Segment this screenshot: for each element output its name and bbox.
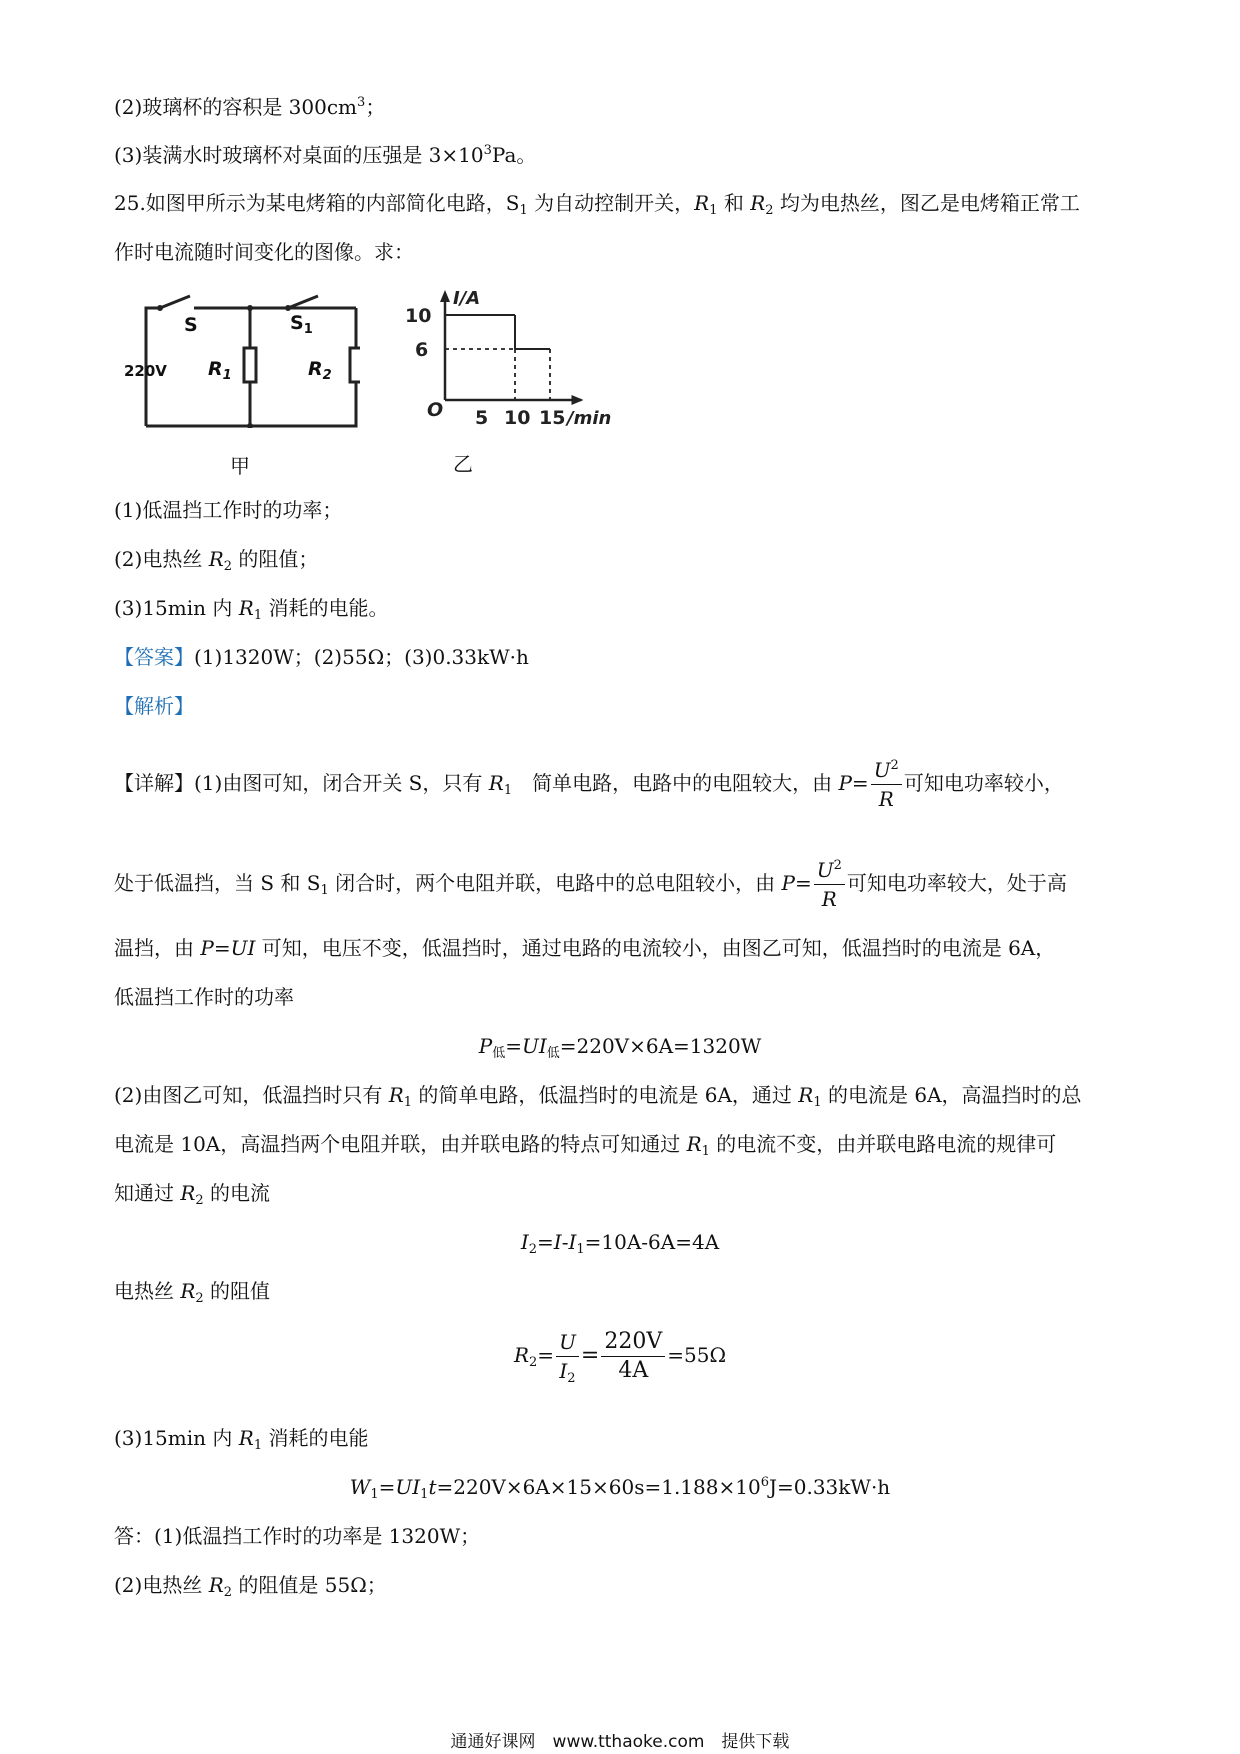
x-axis-arrow [572,395,584,405]
x-tick-15: 15 [539,407,566,429]
formula-p-u2-r-2: $\frac{U^2}{R}$ [814,858,845,911]
prev-part3: (3)装满水时玻璃杯对桌面的压强是 $3\times 10^3Pa$。 [114,143,537,167]
sub-question-1: (1)低温挡工作时的功率； [114,498,343,522]
r1-label: $R_1$ [208,358,232,383]
detail-line-3: 温挡，由 P=UI 可知，电压不变，低温挡时，通过电路的电流较小，由图乙可知，低温挡时的电流是 6A， [114,936,1056,960]
detail-line-4: 低温挡工作时的功率 [114,985,294,1009]
final-answer-2: (2)电热丝 $R_2$ 的阻值是 55Ω； [114,1573,387,1600]
answer-line [114,643,529,671]
switch-s-label: S [184,314,198,336]
part2-line-3: 知通过 $R_2$ 的电流 [114,1181,271,1208]
q25-line2: 作时电流随时间变化的图像。求： [114,240,414,264]
circuit-diagram [120,288,360,478]
sub-question-3: (3)15min 内 $R_1$ 消耗的电能。 [114,596,389,623]
circuit-caption: 甲 [230,454,250,478]
r2-value-label: 电热丝 $R_2$ 的阻值 [114,1279,271,1306]
r2-label: $R_2$ [308,358,332,383]
detail-line-2: 处于低温挡，当 S 和 $S_1$ 闭合时，两个电阻并联，电路中的总电阻较小，由 P= $\frac{U^2}{R}$ 可知电功率较大，处于高 [114,858,1067,911]
part2-line-2: 电流是 10A，高温挡两个电阻并联，由并联电路的特点可知通过 $R_1$ 的电流不变，由并联电路电流的规律可 [114,1132,1057,1159]
sub-question-2: (2)电热丝 $R_2$ 的阻值； [114,547,319,574]
equation-current: $I_2=I-I_1=10A-6A=4A$ [520,1230,720,1257]
equation-energy: $W_1=UI_1t=220V\times 6A\times 15\times 60s=1.188\times 10^6J=0.33kW\cdot h$ [349,1475,891,1502]
analysis-tag: 【解析】 [114,694,194,718]
voltage-label: 220V [124,362,167,380]
equation-r2: $R_2=$ $\frac{U}{I_2}$ = $\frac{220V}{4A}$ =55Ω [513,1329,727,1386]
prev-part2: (2)玻璃杯的容积是 $300cm^3$； [114,95,386,119]
origin-label: O [427,399,444,421]
q25-line1: 25.如图甲所示为某电烤箱的内部简化电路，$S_1$ 为自动控制开关，$R_1$ 和 $R_2$ 均为电热丝，图乙是电烤箱正常工 [114,191,1080,218]
y-tick-6: 6 [415,339,429,361]
final-answer-1: 答：(1)低温挡工作时的功率是 1320W； [114,1524,481,1548]
x-tick-5: 5 [475,407,489,429]
answer-text: (1)1320W；(2)55Ω；(3)0.33kW·h [194,645,529,669]
y-axis-arrow [440,290,450,302]
x-axis-label: /min [567,408,612,429]
fraction-220v-over-4a: $\frac{220V}{4A}$ [601,1330,665,1383]
part2-line-1: (2)由图乙可知，低温挡时只有 $R_1$ 的简单电路，低温挡时的电流是 6A，通过 $R_1$ 的电流是 6A，高温挡时的总 [114,1083,1082,1110]
y-tick-10: 10 [405,305,432,327]
y-axis-label: I/A [453,288,481,309]
answer-tag: 【答案】 [114,645,194,669]
footer-watermark: 通通好课网 www.tthaoke.com 提供下载 [450,1732,790,1752]
part3-line: (3)15min 内 $R_1$ 消耗的电能 [114,1426,369,1453]
equation-power: $P_低=UI_低=220V\times 6A=1320W$ [478,1034,762,1061]
x-tick-10: 10 [504,407,531,429]
formula-p-u2-r: $\frac{U^2}{R}$ [871,758,902,811]
graph-canvas [405,288,655,438]
detail-line-1: 【详解】(1)由图可知，闭合开关 S，只有 $R_1$ 简单电路，电路中的电阻较大，由 P= $\frac{U^2}{R}$ 可知电功率较小， [114,758,1064,811]
fraction-u-over-i2: $\frac{U}{I_2}$ [556,1330,579,1383]
switch-s1-label: $S_1$ [290,312,313,337]
current-time-graph [405,288,655,478]
graph-caption: 乙 [453,452,473,476]
